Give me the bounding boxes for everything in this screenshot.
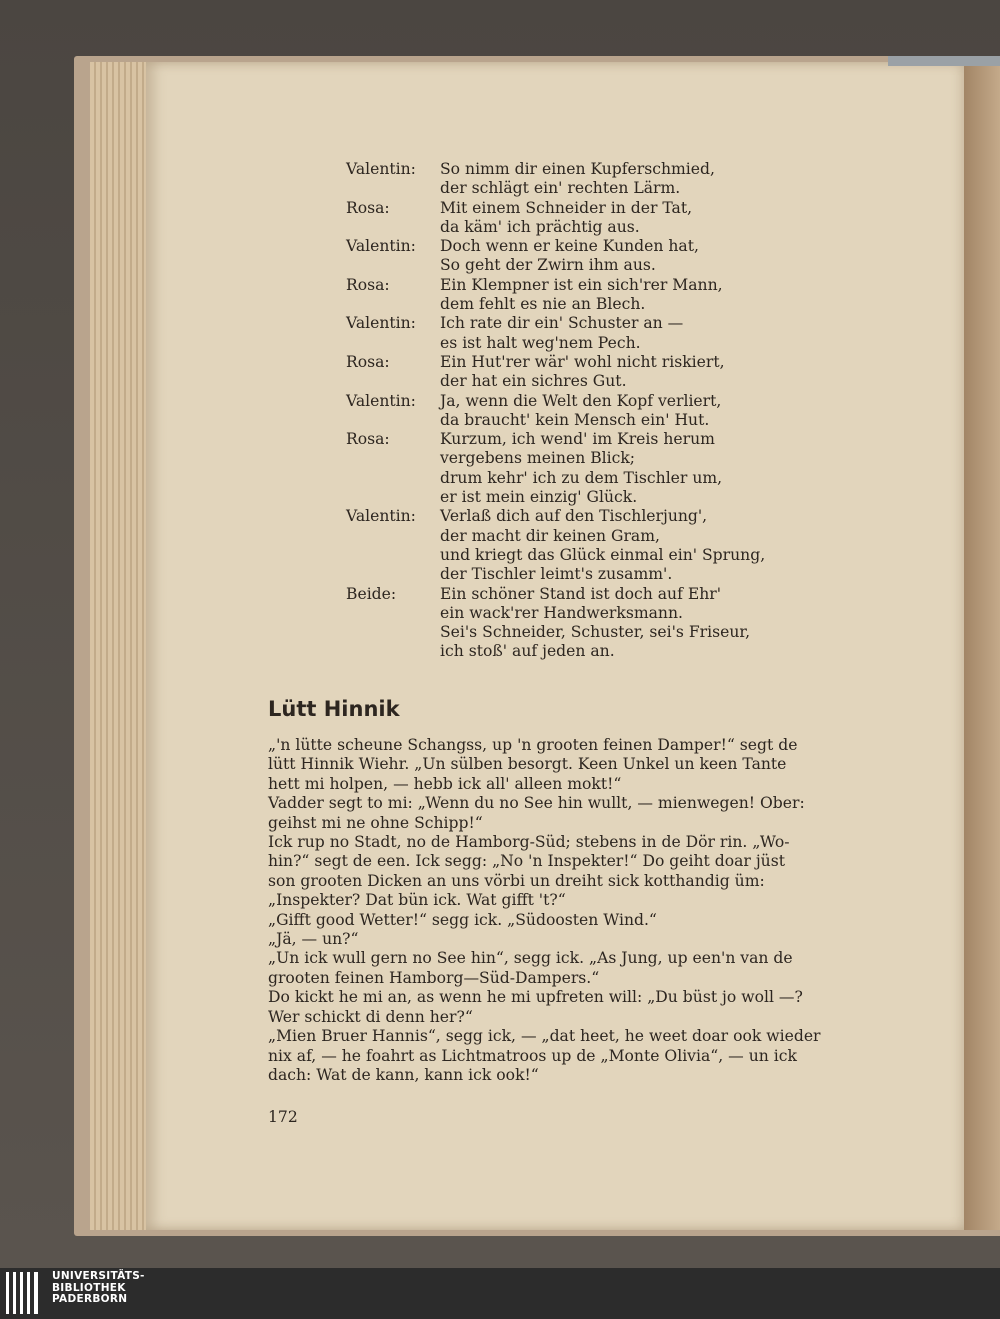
poem-dialogue [346, 160, 846, 662]
story-line: nix af, — he foahrt as Lichtmatroos up de „Monte Olivia“, — un ick [268, 1046, 797, 1065]
speaker-label: Rosa: [346, 430, 390, 449]
library-logo-icon [6, 1272, 46, 1314]
story-line: Ick rup no Stadt, no de Hamborg-Süd; stebens in de Dör rin. „Wo- [268, 833, 790, 852]
story-paragraph [268, 1027, 880, 1085]
story-line: Wer schickt di denn her?“ [268, 1007, 473, 1026]
bookmark-ribbon [888, 56, 1000, 66]
verse-line: ich stoß' auf jeden an. [440, 642, 615, 661]
page-number: 172 [268, 1108, 298, 1126]
verse-group [440, 314, 846, 353]
story-paragraph [268, 911, 880, 930]
verse-line: der schlägt ein' rechten Lärm. [440, 179, 681, 198]
speaker-label: Valentin: [346, 507, 416, 526]
speaker-label: Rosa: [346, 198, 390, 217]
speaker-label: Valentin: [346, 237, 416, 256]
verse-group [440, 237, 846, 276]
verse-line: Ja, wenn die Welt den Kopf verliert, [440, 391, 722, 410]
verse-line: drum kehr' ich zu dem Tischler um, [440, 468, 723, 487]
story-line: hin?“ segt de een. Ick segg: „No 'n Inspekter!“ Do geiht doar jüst [268, 852, 785, 871]
story-paragraph [268, 988, 880, 1027]
story-line: „Inspekter? Dat bün ick. Wat gifft 't?“ [268, 891, 566, 910]
story-line: „Jä, — un?“ [268, 930, 359, 949]
story-paragraph [268, 949, 880, 988]
story-line: „'n lütte scheune Schangss, up 'n grooten feinen Damper!“ segt de [268, 736, 798, 754]
story-line: geihst mi ne ohne Schipp!“ [268, 813, 483, 832]
library-footer [0, 1268, 1000, 1319]
poem-stanza [346, 585, 846, 662]
verse-line: und kriegt das Glück einmal ein' Sprung, [440, 545, 766, 564]
story-line: „Mien Bruer Hannis“, segg ick, — „dat heet, he weet doar ook wieder [268, 1027, 821, 1046]
verse-line: Ein schöner Stand ist doch auf Ehr' [440, 584, 721, 603]
verse-line: der hat ein sichres Gut. [440, 372, 627, 391]
logo-line: BIBLIOTHEK [52, 1281, 126, 1294]
verse-line: Kurzum, ich wend' im Kreis herum [440, 430, 715, 449]
story-line: „Gifft good Wetter!“ segg ick. „Südoosten Wind.“ [268, 910, 657, 929]
verse-line: Verlaß dich auf den Tischlerjung', [440, 507, 708, 526]
poem-stanza [346, 160, 846, 199]
poem-stanza [346, 314, 846, 353]
verse-line: vergebens meinen Blick; [440, 449, 636, 468]
story-line: grooten feinen Hamborg—Süd-Dampers.“ [268, 968, 600, 987]
speaker-label: Rosa: [346, 352, 390, 371]
verse-group [440, 507, 846, 584]
verse-line: Ich rate dir ein' Schuster an — [440, 314, 684, 333]
story-paragraph [268, 833, 880, 911]
verse-line: Ein Klempner ist ein sich'rer Mann, [440, 275, 723, 294]
poem-stanza [346, 276, 846, 315]
speaker-label: Beide: [346, 584, 397, 603]
story-title: Lütt Hinnik [268, 697, 400, 721]
poem-stanza [346, 199, 846, 238]
verse-line: Doch wenn er keine Kunden hat, [440, 237, 699, 256]
poem-stanza [346, 237, 846, 276]
verse-group [440, 276, 846, 315]
speaker-label: Valentin: [346, 391, 416, 410]
verse-line: der macht dir keinen Gram, [440, 526, 660, 545]
verse-line: da braucht' kein Mensch ein' Hut. [440, 410, 710, 429]
story-line: Vadder segt to mi: „Wenn du no See hin wullt, — mienwegen! Ober: [268, 794, 805, 813]
verse-line: ein wack'rer Handwerksmann. [440, 603, 683, 622]
verse-group [440, 353, 846, 392]
verse-group [440, 160, 846, 199]
story-line: dach: Wat de kann, kann ick ook!“ [268, 1065, 539, 1084]
story-line: lütt Hinnik Wiehr. „Un sülben besorgt. Keen Unkel un keen Tante [268, 755, 787, 774]
story-paragraph [268, 794, 880, 833]
story-line: „Un ick wull gern no See hin“, segg ick. „As Jung, up een'n van de [268, 949, 793, 968]
speaker-label: Valentin: [346, 160, 416, 178]
story-line: Do kickt he mi an, as wenn he mi upfreten will: „Du büst jo woll —? [268, 988, 803, 1007]
story-line: son grooten Dicken an uns vörbi un dreiht sick kotthandig üm: [268, 871, 765, 890]
speaker-label: Valentin: [346, 314, 416, 333]
poem-stanza [346, 392, 846, 431]
verse-group [440, 585, 846, 662]
poem-stanza [346, 353, 846, 392]
verse-line: Mit einem Schneider in der Tat, [440, 198, 693, 217]
verse-line: Ein Hut'rer wär' wohl nicht riskiert, [440, 352, 725, 371]
verse-line: So geht der Zwirn ihm aus. [440, 256, 656, 275]
story-text [268, 736, 880, 1085]
verse-line: er ist mein einzig' Glück. [440, 488, 638, 507]
story-line: hett mi holpen, — hebb ick all' alleen mokt!“ [268, 774, 622, 793]
verse-group [440, 430, 846, 507]
verse-group [440, 392, 846, 431]
page-edges [90, 62, 148, 1230]
logo-line: PADERBORN [52, 1293, 128, 1305]
verse-group [440, 199, 846, 238]
speaker-label: Rosa: [346, 275, 390, 294]
poem-stanza [346, 430, 846, 507]
opposite-page-edge [964, 62, 1000, 1230]
verse-line: der Tischler leimt's zusamm'. [440, 565, 673, 584]
logo-line: UNIVERSITÄTS- [52, 1270, 145, 1282]
verse-line: So nimm dir einen Kupferschmied, [440, 160, 715, 178]
verse-line: da käm' ich prächtig aus. [440, 217, 640, 236]
verse-line: es ist halt weg'nem Pech. [440, 333, 641, 352]
library-logo-text [52, 1271, 145, 1306]
story-paragraph [268, 736, 880, 794]
verse-line: Sei's Schneider, Schuster, sei's Friseur, [440, 623, 751, 642]
verse-line: dem fehlt es nie an Blech. [440, 295, 646, 314]
poem-stanza [346, 507, 846, 584]
story-paragraph [268, 930, 880, 949]
